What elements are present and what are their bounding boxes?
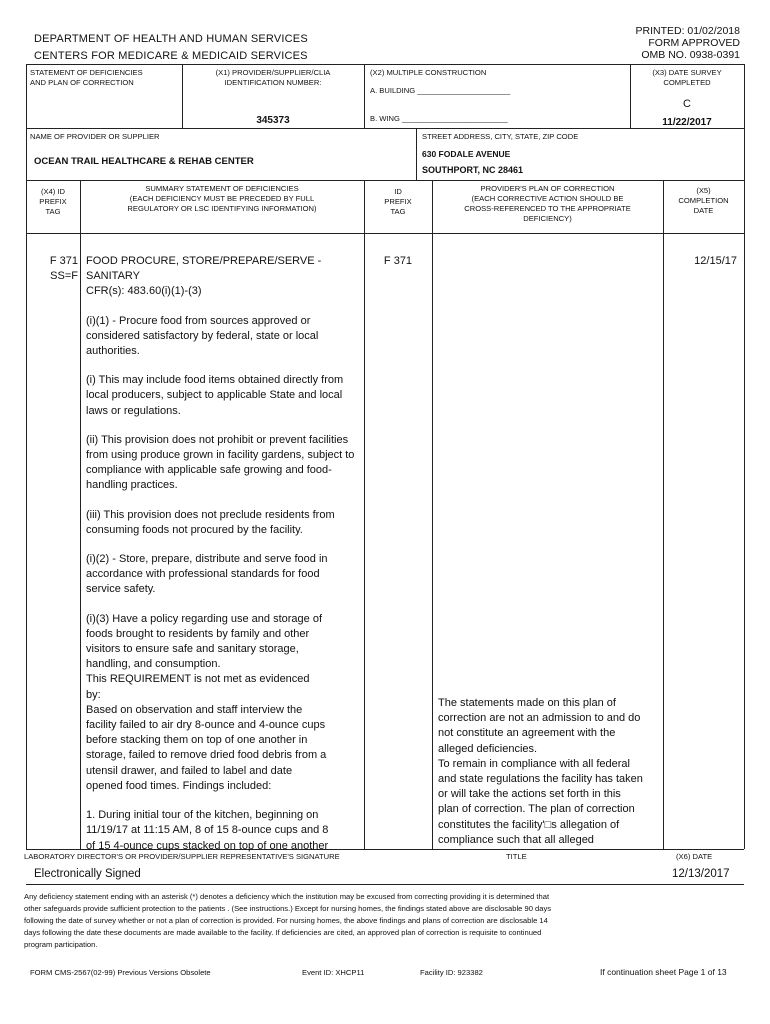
regulation-paragraphs (86, 314, 356, 598)
regulation-paragraph: (ii) This provision does not prohibit or prevent facilities from using produce grown in facility gardens, subject to compliance with applicable safe growing and food-handling practices. (86, 433, 355, 492)
event-id: Event ID: XHCP11 (302, 968, 365, 977)
deficiency-title-2: SANITARY (86, 270, 140, 283)
rule-mid (26, 128, 744, 129)
disclaimer-line: following the date of survey whether or not a plan of correction is provided. For nursing homes, the above findings and plans of correction are disclosable 14 (24, 916, 548, 925)
x6-date-label: (X6) DATE (676, 852, 713, 861)
findings-line: by: (86, 688, 101, 701)
electronic-signature: Electronically Signed (34, 868, 141, 880)
findings-line: This REQUIREMENT is not met as evidenced (86, 673, 310, 686)
border-left (26, 64, 27, 849)
requirement-findings (86, 612, 356, 794)
findings-line: utensil drawer, and failed to label and date (86, 764, 293, 777)
agency-subname: CENTERS FOR MEDICARE & MEDICAID SERVICES (34, 50, 308, 62)
regulation-paragraph: (i)(1) - Procure food from sources approved or considered satisfactory by federal, state or local authorities. (86, 314, 319, 358)
findings-line: handling, and consumption. (86, 658, 221, 671)
address-line1: 630 FODALE AVENUE (422, 149, 511, 159)
plan-line: alleged deficiencies. (438, 742, 538, 755)
form-number: FORM CMS-2567(02-99) Previous Versions Obsolete (30, 968, 211, 977)
deficiency-tag: F 371 (49, 255, 78, 267)
completion-date: 12/15/17 (694, 255, 737, 267)
deficiency-title-1: FOOD PROCURE, STORE/PREPARE/SERVE - (86, 255, 322, 267)
x2-label: (X2) MULTIPLE CONSTRUCTION (370, 68, 487, 77)
rule-cols (26, 180, 744, 181)
findings-line: before stacking them on top of one another in (86, 734, 308, 747)
plan-line: compliance such that all alleged (438, 833, 594, 846)
rule-body (26, 233, 744, 234)
disclaimer-line: other safeguards provide sufficient protection to the patients . (See instructions.) Except for nursing homes, the findings stated above are disclosable 90 days (24, 904, 552, 913)
signature-date: 12/13/2017 (672, 868, 730, 880)
header-right (636, 25, 740, 61)
regulation-paragraph: (i) This may include food items obtained directly from local producers, subject to applicable State and local laws or regulations. (86, 374, 344, 417)
statement-label: STATEMENT OF DEFICIENCIES AND PLAN OF CORRECTION (30, 68, 143, 87)
x3-label: (X3) DATE SURVEY COMPLETED (652, 68, 722, 87)
x1-label: (X1) PROVIDER/SUPPLIER/CLIA IDENTIFICATION NUMBER: (215, 68, 331, 87)
agency-name: DEPARTMENT OF HEALTH AND HUMAN SERVICES (34, 33, 308, 45)
survey-date: 11/22/2017 (662, 117, 712, 128)
plan-line: plan of correction. The plan of correction (438, 803, 635, 816)
id-prefix-tag: F 371 (383, 255, 413, 267)
findings-line: foods brought to residents by family and other (86, 627, 310, 640)
plan-of-correction (438, 696, 660, 848)
survey-code: C (683, 98, 691, 110)
divider-address (416, 128, 417, 180)
plan-line: or will take the actions set forth in this (438, 788, 621, 801)
plan-line: correction are not an admission to and do (438, 712, 641, 725)
col-summary-header: SUMMARY STATEMENT OF DEFICIENCIES (EACH DEFICIENCY MUST BE PRECEDED BY FULL REGULATORY OR LSC IDENTIFYING INFORMATION) (127, 184, 317, 213)
wing-label: B. WING _________________________ (370, 114, 508, 123)
col-x5-header: (X5) COMPLETION DATE (678, 186, 729, 215)
disclaimer-line: Any deficiency statement ending with an asterisk (*) denotes a deficiency which the institution may be excused from correcting providing it is determined that (24, 892, 550, 901)
findings-line: visitors to ensure safe and sanitary storage, (86, 643, 299, 656)
findings-line: opened food times. Findings included: (86, 779, 272, 792)
printed-date: PRINTED: 01/02/2018 (635, 25, 740, 37)
provider-id-number: 345373 (256, 115, 290, 126)
provider-name-label: NAME OF PROVIDER OR SUPPLIER (30, 132, 160, 141)
col-plan-header: PROVIDER'S PLAN OF CORRECTION (EACH CORRECTIVE ACTION SHOULD BE CROSS-REFERENCED TO THE APPROPRIATE DEFICIENCY) (464, 184, 631, 223)
findings-line: storage, failed to remove dried food debris from a (86, 749, 327, 762)
plan-line: The statements made on this plan of (438, 697, 616, 709)
regulation-paragraph: (iii) This provision does not preclude residents from consuming foods not procured by the facility. (86, 508, 335, 536)
title-label: TITLE (506, 852, 527, 861)
building-label: A. BUILDING ______________________ (370, 86, 511, 95)
disclaimer-text (24, 891, 746, 951)
rule-sig-bottom (26, 884, 744, 885)
divider-prefix (80, 180, 81, 849)
finding-line: of 15 4-ounce cups stacked on top of one another (86, 839, 329, 852)
scope-severity: SS=F (50, 270, 78, 283)
disclaimer-line: program participation. (24, 940, 98, 949)
findings-line: (i)(3) Have a policy regarding use and storage of (86, 612, 323, 625)
col-x4-header: (X4) ID PREFIX TAG (39, 187, 67, 216)
divider-plan (663, 180, 664, 849)
divider-summary (364, 180, 365, 849)
plan-line: constitutes the facility'□s allegation of (438, 818, 620, 831)
form-approved: FORM APPROVED (648, 37, 740, 49)
address-label: STREET ADDRESS, CITY, STATE, ZIP CODE (422, 132, 579, 141)
facility-id: Facility ID: 923382 (420, 968, 483, 977)
findings-line: facility failed to air dry 8-ounce and 4-ounce cups (86, 719, 326, 732)
divider-x2 (364, 64, 365, 128)
cfr-reference: CFR(s): 483.60(i)(1)-(3) (86, 285, 202, 298)
omb-number: OMB NO. 0938-0391 (641, 49, 740, 61)
provider-name: OCEAN TRAIL HEALTHCARE & REHAB CENTER (34, 156, 254, 167)
plan-line: To remain in compliance with all federal (438, 757, 630, 770)
summary-statement (86, 254, 356, 854)
divider-id (432, 180, 433, 849)
col-id-header: ID PREFIX TAG (384, 187, 412, 216)
plan-line: and state regulations the facility has taken (438, 773, 643, 786)
regulation-paragraph: (i)(2) - Store, prepare, distribute and serve food in accordance with professional standards for food service safety. (86, 553, 328, 596)
border-right (744, 64, 745, 849)
disclaimer-line: days following the date these documents are made available to the facility. If deficiencies are cited, an approved plan of correction is requisite to continued (24, 928, 542, 937)
page-indicator: If continuation sheet Page 1 of 13 (600, 967, 727, 977)
plan-line: not constitute an agreement with the (438, 727, 616, 740)
address-line2: SOUTHPORT, NC 28461 (422, 165, 524, 175)
signature-label: LABORATORY DIRECTOR'S OR PROVIDER/SUPPLIER REPRESENTATIVE'S SIGNATURE (24, 852, 340, 861)
finding-1 (86, 808, 356, 854)
finding-line: 1. During initial tour of the kitchen, beginning on (86, 809, 319, 822)
finding-line: 11/19/17 at 11:15 AM, 8 of 15 8-ounce cups and 8 (86, 824, 329, 837)
rule-top (26, 64, 744, 65)
findings-line: Based on observation and staff interview the (86, 703, 303, 716)
deficiency-tag-cell (26, 254, 78, 284)
